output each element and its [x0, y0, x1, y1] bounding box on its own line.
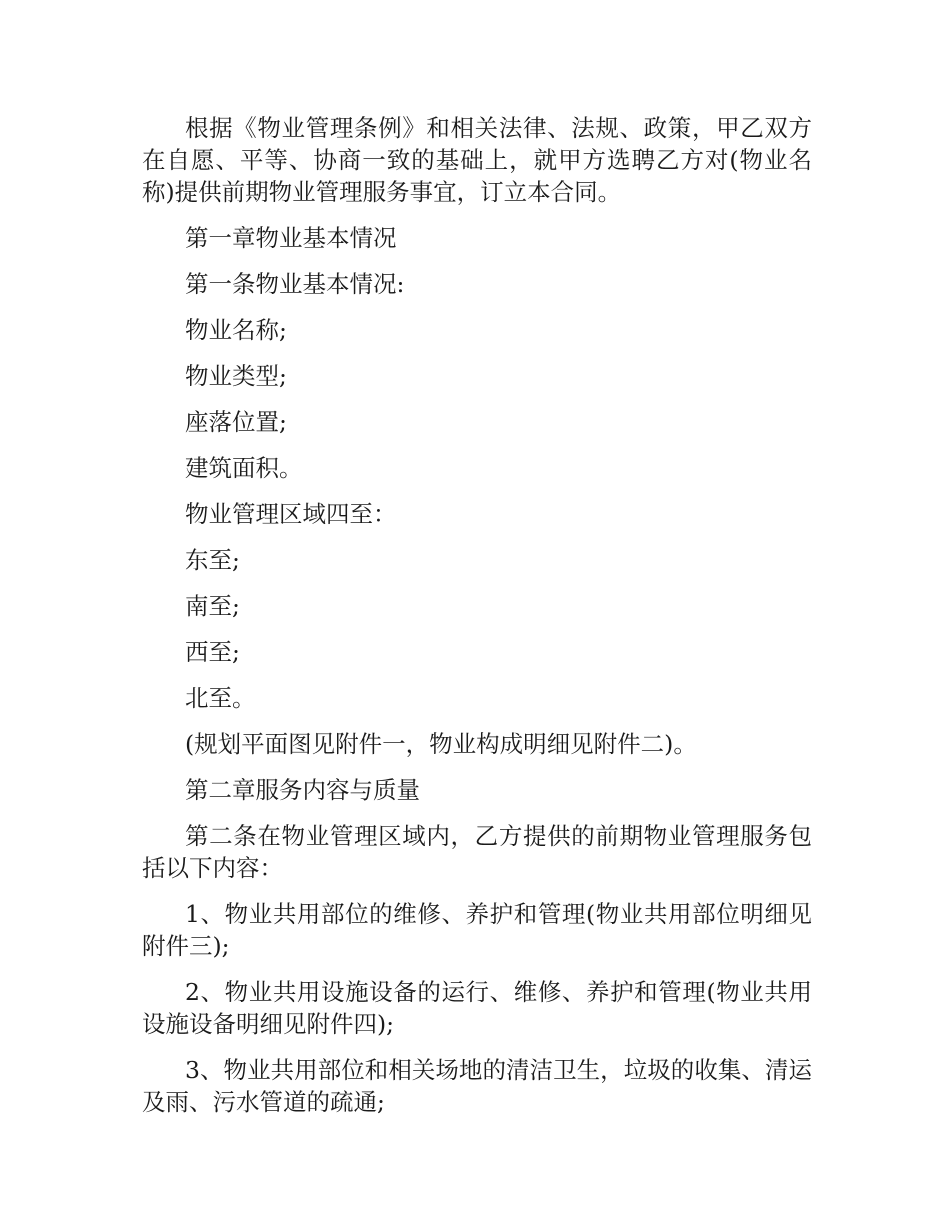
article-1-heading: 第一条物业基本情况:	[185, 270, 405, 298]
boundary-south: 南至;	[185, 592, 240, 620]
chapter-1-heading: 第一章物业基本情况	[185, 224, 397, 252]
boundary-east: 东至;	[185, 546, 240, 574]
article-2-paragraph: 第二条在物业管理区域内，乙方提供的前期物业管理服务包括以下内容：	[142, 822, 812, 882]
service-item-3: 3、物业共用部位和相关场地的清洁卫生，垃圾的收集、清运及雨、污水管道的疏通;	[142, 1056, 812, 1116]
service-item-2: 2、物业共用设施设备的运行、维修、养护和管理(物业共用设施设备明细见附件四);	[142, 978, 812, 1038]
service-item-1: 1、物业共用部位的维修、养护和管理(物业共用部位明细见附件三);	[142, 900, 812, 960]
boundary-west: 西至;	[185, 638, 240, 666]
property-name-line: 物业名称;	[185, 316, 287, 344]
property-type-line: 物业类型;	[185, 362, 287, 390]
building-area-line: 建筑面积。	[185, 454, 303, 482]
boundary-north: 北至。	[185, 684, 256, 712]
property-location-line: 座落位置;	[185, 408, 287, 436]
chapter-2-heading: 第二章服务内容与质量	[185, 776, 420, 804]
boundaries-heading: 物业管理区域四至：	[185, 500, 397, 528]
intro-paragraph: 根据《物业管理条例》和相关法律、法规、政策，甲乙双方在自愿、平等、协商一致的基础上，就甲方选聘乙方对(物业名称)提供前期物业管理服务事宜，订立本合同。	[142, 114, 812, 206]
document-page	[142, 112, 812, 1132]
attachments-note: (规划平面图见附件一，物业构成明细见附件二)。	[185, 730, 697, 758]
